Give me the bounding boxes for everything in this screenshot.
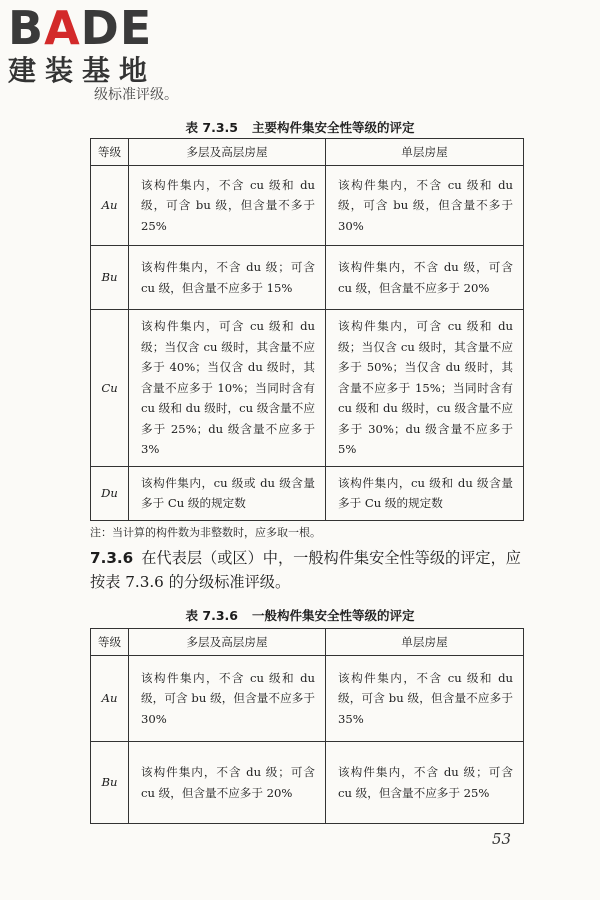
single-storey-cell: 该构件集内，不含 cu 级和 du 级，可含 bu 级，但含量不多于 30% — [326, 166, 524, 246]
table-header-row — [91, 139, 524, 166]
table-row — [91, 310, 524, 467]
table-row — [91, 246, 524, 310]
multi-storey-cell: 该构件集内，不含 cu 级和 du 级，可含 bu 级，但含量不多于 25% — [129, 166, 326, 246]
table-caption — [0, 606, 600, 624]
table-row — [91, 466, 524, 520]
main-component-safety-table — [90, 138, 524, 521]
single-storey-cell: 该构件集内，不含 cu 级和 du 级，可含 bu 级，但含量不应多于 35% — [326, 656, 524, 742]
section-paragraph — [90, 546, 530, 594]
section-number: 7.3.6 — [90, 549, 134, 567]
single-storey-cell: 该构件集内，不含 du 级，可含 cu 级，但含量不应多于 20% — [326, 246, 524, 310]
multi-storey-cell: 该构件集内，可含 cu 级和 du 级；当仅含 cu 级时，其含量不应多于 40%；当仅含 du 级时，其含量不应多于 10%；当同时含有 cu 级和 du 级时，cu 级含量不应多于 25%；du 级含量不应多于 3% — [129, 310, 326, 467]
table-number: 表 7.3.5 — [185, 120, 238, 135]
table-note: 注：当计算的构件数为非整数时，应多取一根。 — [90, 526, 321, 539]
general-component-safety-table — [90, 628, 524, 824]
multi-storey-cell: 该构件集内，不含 du 级；可含 cu 级，但含量不应多于 15% — [129, 246, 326, 310]
header-grade: 等级 — [91, 629, 129, 656]
header-single-storey: 单层房屋 — [326, 629, 524, 656]
table-header-row — [91, 629, 524, 656]
previous-text-fragment: 级标准评级。 — [94, 87, 178, 103]
grade-cell: Du — [91, 466, 129, 520]
single-storey-cell: 该构件集内，不含 du 级；可含 cu 级，但含量不应多于 25% — [326, 742, 524, 824]
single-storey-cell: 该构件集内，cu 级和 du 级含量多于 Cu 级的规定数 — [326, 466, 524, 520]
section-text: 在代表层（或区）中，一般构件集安全性等级的评定，应按表 7.3.6 的分级标准评级。 — [90, 549, 521, 591]
multi-storey-cell: 该构件集内，不含 du 级；可含 cu 级，但含量不应多于 20% — [129, 742, 326, 824]
header-multi-storey: 多层及高层房屋 — [129, 629, 326, 656]
table-caption — [0, 118, 600, 136]
table-row — [91, 656, 524, 742]
table-number: 表 7.3.6 — [185, 608, 238, 623]
grade-cell: Au — [91, 656, 129, 742]
logo-wordmark: BADE — [8, 1, 153, 55]
table-title: 一般构件集安全性等级的评定 — [251, 608, 415, 623]
header-grade: 等级 — [91, 139, 129, 166]
grade-cell: Au — [91, 166, 129, 246]
table-row — [91, 742, 524, 824]
single-storey-cell: 该构件集内，可含 cu 级和 du 级；当仅含 cu 级时，其含量不应多于 50%；当仅含 du 级时，其含量不应多于 15%；当同时含有 cu 级和 du 级时，cu 级含量不应多于 30%；du 级含量不应多于 5% — [326, 310, 524, 467]
multi-storey-cell: 该构件集内，不含 cu 级和 du 级，可含 bu 级，但含量不应多于 30% — [129, 656, 326, 742]
logo-subtitle: 建装基地 — [8, 54, 157, 87]
grade-cell: Bu — [91, 742, 129, 824]
header-multi-storey: 多层及高层房屋 — [129, 139, 326, 166]
table-title: 主要构件集安全性等级的评定 — [251, 120, 415, 135]
table-row — [91, 166, 524, 246]
page-number: 53 — [492, 830, 512, 848]
bade-logo — [8, 1, 157, 88]
header-single-storey: 单层房屋 — [326, 139, 524, 166]
grade-cell: Bu — [91, 246, 129, 310]
multi-storey-cell: 该构件集内，cu 级或 du 级含量多于 Cu 级的规定数 — [129, 466, 326, 520]
grade-cell: Cu — [91, 310, 129, 467]
